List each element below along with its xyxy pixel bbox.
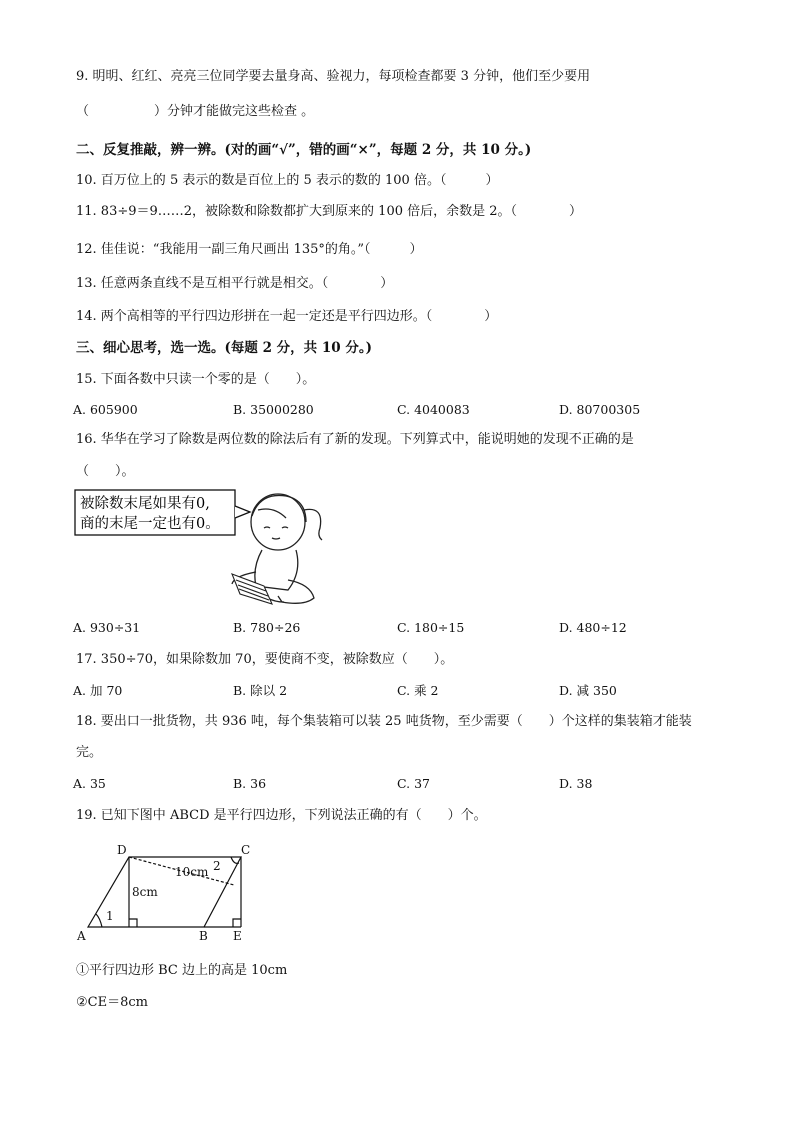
q17-option-b: B. 除以 2 [233, 683, 288, 698]
girl-reading-illustration [74, 488, 334, 608]
vertex-e: E [233, 929, 242, 943]
q9-line2: （ ）分钟才能做完这些检查 。 [76, 104, 315, 119]
label-angle-1: 1 [106, 909, 114, 923]
vertex-b: B [199, 929, 208, 943]
q17-option-c: C. 乘 2 [397, 683, 439, 698]
q18-option-d: D. 38 [559, 776, 593, 791]
q19-statement-1: ①平行四边形 BC 边上的高是 10cm [76, 963, 288, 978]
q19-statement-2: ②CE＝8cm [76, 995, 148, 1010]
q9-line1: 9. 明明、红红、亮亮三位同学要去量身高、验视力，每项检查都要 3 分钟，他们至少要用 [76, 69, 591, 84]
parallelogram-figure [74, 838, 264, 948]
angle-mark-1 [96, 914, 102, 927]
q16-option-b: B. 780÷26 [233, 620, 301, 635]
q16-option-d: D. 480÷12 [559, 620, 627, 635]
q16-line2: （ ）。 [76, 464, 135, 479]
q18-option-b: B. 36 [233, 776, 267, 791]
question-14: 14. 两个高相等的平行四边形拼在一起一定还是平行四边形。（ ） [76, 309, 498, 324]
question-13: 13. 任意两条直线不是互相平行就是相交。（ ） [76, 276, 394, 291]
q17-option-a: A. 加 70 [73, 683, 123, 698]
book-icon [232, 574, 272, 604]
bubble-line-2: 商的末尾一定也有0。 [80, 516, 220, 532]
q15-option-c: C. 4040083 [397, 402, 470, 417]
q18-option-a: A. 35 [73, 776, 106, 791]
q19-stem: 19. 已知下图中 ABCD 是平行四边形，下列说法正确的有（ ）个。 [76, 808, 487, 823]
q17-option-d: D. 减 350 [559, 683, 617, 698]
q15-stem: 15. 下面各数中只读一个零的是（ ）。 [76, 372, 316, 387]
section-3-heading: 三、细心思考，选一选。(每题 2 分，共 10 分。) [76, 340, 373, 356]
q18-line2: 完。 [76, 745, 103, 760]
q15-option-d: D. 80700305 [559, 402, 641, 417]
vertex-a: A [77, 929, 86, 943]
q16-option-a: A. 930÷31 [73, 620, 141, 635]
q16-option-c: C. 180÷15 [397, 620, 465, 635]
speech-bubble-tail [235, 506, 250, 518]
label-angle-2: 2 [213, 859, 221, 873]
q17-stem: 17. 350÷70，如果除数加 70，要使商不变，被除数应（ ）。 [76, 652, 454, 667]
vertex-c: C [241, 843, 251, 857]
question-11: 11. 83÷9＝9……2，被除数和除数都扩大到原来的 100 倍后，余数是 2。（ ） [76, 204, 583, 219]
q18-line1: 18. 要出口一批货物，共 936 吨，每个集装箱可以装 25 吨货物，至少需要（ ）个这样的集装箱才能装 [76, 714, 692, 729]
right-angle-mark-1 [129, 919, 137, 927]
bubble-line-1: 被除数末尾如果有0, [80, 496, 210, 512]
right-angle-mark-2 [233, 919, 241, 927]
q18-option-c: C. 37 [397, 776, 430, 791]
q16-line1: 16. 华华在学习了除数是两位数的除法后有了新的发现。下列算式中，能说明她的发现不正确的是 [76, 432, 634, 447]
q15-option-b: B. 35000280 [233, 402, 314, 417]
label-10cm: 10cm [175, 865, 209, 879]
q15-option-a: A. 605900 [73, 402, 138, 417]
vertex-d: D [117, 843, 127, 857]
question-10: 10. 百万位上的 5 表示的数是百位上的 5 表示的数的 100 倍。（ ） [76, 173, 499, 188]
section-2-heading: 二、反复推敲，辨一辨。(对的画“√”，错的画“×”，每题 2 分，共 10 分。) [76, 142, 532, 158]
question-12: 12. 佳佳说：“我能用一副三角尺画出 135°的角。”（ ） [76, 242, 423, 257]
label-8cm: 8cm [132, 885, 158, 899]
